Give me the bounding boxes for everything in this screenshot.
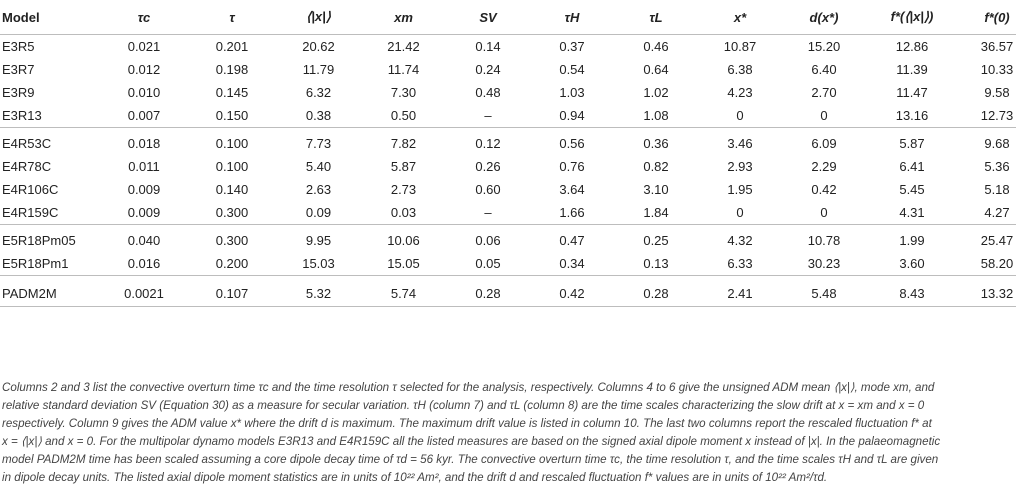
value-cell: 3.46 — [727, 136, 753, 151]
model-name-cell: PADM2M — [0, 276, 100, 307]
value-cell: 6.32 — [305, 85, 332, 100]
value-cell: 0.12 — [475, 136, 501, 151]
column-header: τ — [229, 9, 235, 25]
value-cell: 0.198 — [215, 62, 249, 77]
value-cell: 0.009 — [127, 182, 161, 197]
value-cell: 20.62 — [302, 39, 335, 54]
value-cell: 0.28 — [446, 276, 530, 307]
table-header-row — [0, 0, 1016, 35]
value-cell: 9.68 — [984, 136, 1010, 151]
value-cell: 2.29 — [811, 159, 837, 174]
value-cell: 5.32 — [276, 276, 361, 307]
value-cell: 58.20 — [958, 252, 1016, 276]
value-cell: 5.40 — [305, 159, 332, 174]
value-cell: 0.021 — [127, 39, 161, 54]
value-cell: 4.27 — [958, 201, 1016, 225]
value-cell: 1.84 — [614, 201, 698, 225]
value-cell: 15.20 — [807, 39, 841, 54]
value-cell: 0 — [698, 201, 782, 225]
value-cell: 0.76 — [559, 159, 585, 174]
value-cell: 15.05 — [361, 252, 446, 276]
value-cell: 0.24 — [475, 62, 501, 77]
value-cell: 0.06 — [475, 233, 501, 248]
caption-line: x = ⟨|x|⟩ and x = 0. For the multipolar dynamo models E3R13 and E4R159C all the listed measures are based on the signed axial dipole moment x instead of |x|. In the palaeomagnetic — [2, 435, 941, 448]
value-cell: 1.03 — [559, 85, 585, 100]
value-cell: 0.05 — [446, 252, 530, 276]
value-cell: 0.040 — [127, 233, 161, 248]
value-cell: 0.201 — [215, 39, 249, 54]
value-cell: 0.42 — [530, 276, 614, 307]
value-cell: 2.70 — [811, 85, 837, 100]
value-cell: 0 — [698, 104, 782, 128]
model-name-cell: E3R13 — [0, 104, 100, 128]
column-header: τH — [564, 9, 580, 25]
value-cell: 2.73 — [390, 182, 417, 197]
table-caption — [2, 379, 1012, 487]
value-cell: 13.16 — [866, 104, 958, 128]
value-cell: 0.56 — [559, 136, 585, 151]
value-cell: 0.54 — [559, 62, 585, 77]
value-cell: 0.25 — [643, 233, 669, 248]
value-cell: 3.64 — [559, 182, 585, 197]
value-cell: 3.10 — [643, 182, 669, 197]
value-cell: 5.48 — [782, 276, 866, 307]
value-cell: 4.31 — [866, 201, 958, 225]
value-cell: 0.37 — [559, 39, 585, 54]
value-cell: 1.95 — [727, 182, 753, 197]
value-cell: 15.03 — [276, 252, 361, 276]
value-cell: 0.38 — [276, 104, 361, 128]
value-cell: 0.03 — [361, 201, 446, 225]
value-cell: 0.94 — [530, 104, 614, 128]
model-name-cell: E3R5 — [2, 39, 35, 54]
value-cell: 4.23 — [727, 85, 753, 100]
model-name-cell: E3R7 — [2, 62, 35, 77]
value-cell: 1.02 — [643, 85, 669, 100]
value-cell: 0 — [782, 104, 866, 128]
value-cell: 7.30 — [390, 85, 417, 100]
value-cell: 6.40 — [811, 62, 837, 77]
column-header: Model — [2, 9, 40, 25]
value-cell: 0.100 — [215, 136, 249, 151]
column-header: ⟨|x|⟩ — [306, 9, 331, 24]
value-cell: 2.41 — [698, 276, 782, 307]
value-cell: 6.33 — [698, 252, 782, 276]
value-cell: 0.100 — [215, 159, 249, 174]
value-cell: 5.18 — [984, 182, 1010, 197]
value-cell: 0.011 — [128, 159, 160, 174]
caption-line: respectively. Column 9 gives the ADM value x* where the drift d is maximum. The maximum drift value is listed in column 10. The last two columns report the rescaled fluctuation f* at — [2, 417, 932, 430]
value-cell: 0.016 — [100, 252, 188, 276]
value-cell: 0.60 — [475, 182, 501, 197]
value-cell: 4.32 — [727, 233, 753, 248]
value-cell: – — [446, 201, 530, 225]
table-row — [0, 58, 1016, 81]
value-cell: 0 — [782, 201, 866, 225]
table-row — [0, 201, 1016, 225]
value-cell: 0.48 — [475, 85, 501, 100]
model-name-cell: E4R159C — [0, 201, 100, 225]
value-cell: 6.38 — [727, 62, 753, 77]
column-header: τc — [137, 9, 151, 25]
model-name-cell: E4R78C — [2, 159, 52, 174]
value-cell: 0.140 — [215, 182, 249, 197]
value-cell: 10.33 — [980, 62, 1014, 77]
column-header: f*(⟨|x|⟩) — [890, 9, 934, 24]
value-cell: 0.82 — [643, 159, 669, 174]
value-cell: 0.200 — [188, 252, 276, 276]
value-cell: 0.28 — [614, 276, 698, 307]
value-cell: 0.009 — [100, 201, 188, 225]
value-cell: 2.63 — [305, 182, 332, 197]
value-cell: 13.32 — [958, 276, 1016, 307]
value-cell: 5.36 — [984, 159, 1010, 174]
value-cell: 0.018 — [127, 136, 161, 151]
value-cell: 0.14 — [475, 39, 501, 54]
table-body — [0, 35, 1016, 307]
value-cell: 0.47 — [559, 233, 585, 248]
column-header: xm — [394, 9, 413, 25]
value-cell: 0.150 — [188, 104, 276, 128]
table-row — [0, 225, 1016, 253]
model-name-cell: E4R106C — [2, 182, 59, 197]
value-cell: 5.74 — [361, 276, 446, 307]
value-cell: 0.50 — [361, 104, 446, 128]
model-name-cell: E4R53C — [2, 136, 52, 151]
value-cell: 0.26 — [475, 159, 501, 174]
value-cell: 25.47 — [980, 233, 1014, 248]
column-header: x* — [733, 9, 747, 25]
value-cell: 1.08 — [614, 104, 698, 128]
value-cell: 11.74 — [387, 62, 420, 77]
table-row — [0, 178, 1016, 201]
table-row — [0, 252, 1016, 276]
table-row — [0, 155, 1016, 178]
value-cell: 0.36 — [643, 136, 669, 151]
value-cell: 0.34 — [530, 252, 614, 276]
model-name-cell: E5R18Pm1 — [0, 252, 100, 276]
table-row — [0, 35, 1016, 59]
value-cell: 0.300 — [188, 201, 276, 225]
column-header: SV — [479, 9, 497, 25]
value-cell: 0.300 — [215, 233, 249, 248]
value-cell: 0.64 — [643, 62, 669, 77]
value-cell: 8.43 — [866, 276, 958, 307]
value-cell: 0.007 — [100, 104, 188, 128]
value-cell: 1.99 — [899, 233, 925, 248]
value-cell: 5.87 — [390, 159, 417, 174]
value-cell: 11.39 — [896, 62, 928, 77]
value-cell: 11.47 — [896, 85, 928, 100]
value-cell: 3.60 — [866, 252, 958, 276]
caption-line: model PADM2M time has been scaled assuming a core dipole decay time of τd = 56 kyr. The convective overturn time τc, the time resolution τ, and the time scales τH and τL are given — [2, 453, 939, 466]
value-cell: 30.23 — [782, 252, 866, 276]
value-cell: 5.87 — [899, 136, 925, 151]
table-row — [0, 104, 1016, 128]
value-cell: 5.45 — [899, 182, 925, 197]
column-header: d(x*) — [809, 9, 839, 25]
value-cell: 0.46 — [643, 39, 669, 54]
value-cell: 7.82 — [390, 136, 417, 151]
column-header: f*(0) — [984, 9, 1010, 25]
value-cell: 7.73 — [305, 136, 332, 151]
value-cell: 0.012 — [127, 62, 161, 77]
value-cell: 0.010 — [127, 85, 161, 100]
caption-line: Columns 2 and 3 list the convective overturn time τc and the time resolution τ selected for the analysis, respectively. Columns 4 to 6 give the unsigned ADM mean ⟨|x|⟩, mode xm, and — [2, 381, 935, 394]
value-cell: 11.79 — [302, 62, 335, 77]
table-row — [0, 276, 1016, 307]
value-cell: 0.145 — [215, 85, 249, 100]
value-cell: 2.93 — [727, 159, 753, 174]
value-cell: 9.95 — [305, 233, 332, 248]
value-cell: 0.09 — [276, 201, 361, 225]
value-cell: 12.73 — [958, 104, 1016, 128]
model-name-cell: E5R18Pm05 — [2, 233, 76, 248]
value-cell: 10.06 — [387, 233, 420, 248]
value-cell: 12.86 — [895, 39, 929, 54]
value-cell: – — [446, 104, 530, 128]
value-cell: 0.0021 — [100, 276, 188, 307]
caption-line: in dipole decay units. The listed axial dipole moment statistics are in units of 10²² Am², and the drift d and rescaled fluctuation f* values are in units of 10²² Am²/τd. — [2, 471, 828, 484]
table-row — [0, 81, 1016, 104]
value-cell: 0.13 — [614, 252, 698, 276]
model-name-cell: E3R9 — [2, 85, 35, 100]
value-cell: 0.107 — [188, 276, 276, 307]
caption-line: relative standard deviation SV (Equation 30) as a measure for secular variation. τH (column 7) and τL (column 8) are the time scales characterizing the slow drift at x = xm and x = 0 — [2, 399, 925, 412]
value-cell: 1.66 — [530, 201, 614, 225]
value-cell: 6.09 — [811, 136, 837, 151]
value-cell: 36.57 — [980, 39, 1014, 54]
value-cell: 10.87 — [723, 39, 757, 54]
table-row — [0, 128, 1016, 156]
value-cell: 0.42 — [811, 182, 837, 197]
value-cell: 21.42 — [387, 39, 420, 54]
value-cell: 9.58 — [984, 85, 1010, 100]
column-header: τL — [649, 9, 663, 25]
value-cell: 6.41 — [899, 159, 925, 174]
value-cell: 10.78 — [807, 233, 841, 248]
